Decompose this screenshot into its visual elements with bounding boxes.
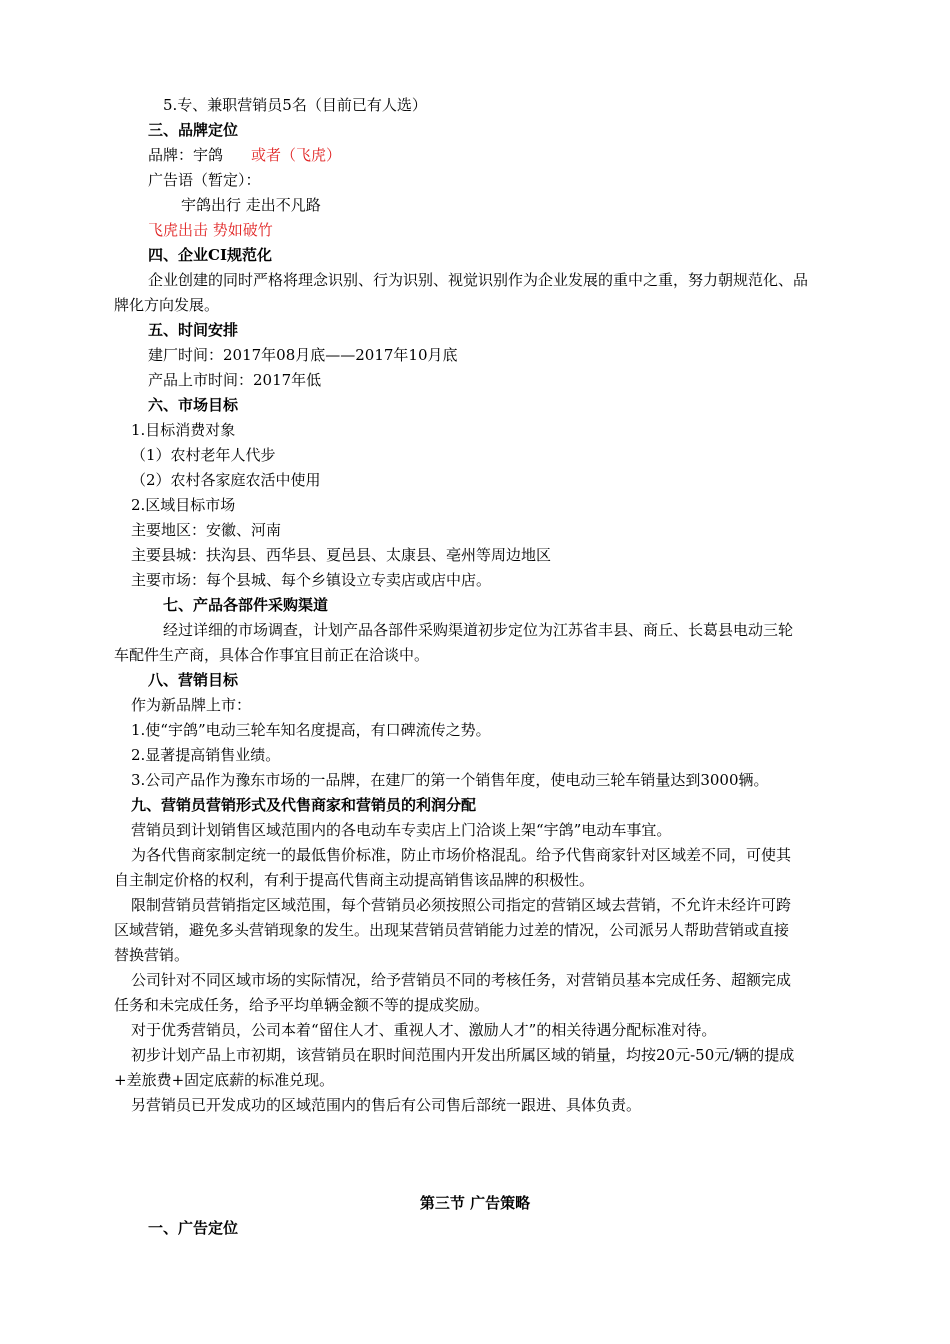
paragraph-line: 经过详细的市场调查，计划产品各部件采购渠道初步定位为江苏省丰县、商丘、长葛县电动三轮 <box>163 621 794 639</box>
list-item: 1.使“宇鸽”电动三轮车知名度提高，有口碑流传之势。 <box>131 721 491 739</box>
paragraph-line: +差旅费+固定底薪的标准兑现。 <box>114 1071 335 1089</box>
slogan-label: 广告语（暂定）： <box>148 171 261 189</box>
paragraph-line: 区域营销，避免多头营销现象的发生。出现某营销员营销能力过差的情况，公司派另人帮助营销或直接 <box>114 921 790 939</box>
paragraph-line: 牌化方向发展。 <box>114 296 220 314</box>
section-title: 第三节 广告策略 <box>419 1194 531 1212</box>
main-counties: 主要县城：扶沟县、西华县、夏邑县、太康县、亳州等周边地区 <box>131 546 552 564</box>
paragraph-line: 营销员到计划销售区域范围内的各电动车专卖店上门洽谈上架“宇鸽”电动车事宜。 <box>131 821 672 839</box>
staff-item-5: 5.专、兼职营销员5名（目前已有人选） <box>163 96 427 114</box>
product-launch-time: 产品上市时间：2017年低 <box>148 371 322 389</box>
main-markets: 主要市场：每个县城、每个乡镇设立专卖店或店中店。 <box>131 571 492 589</box>
slogan-alternative: 飞虎出击 势如破竹 <box>148 221 273 239</box>
heading-brand-positioning: 三、品牌定位 <box>148 121 239 139</box>
heading-ci-standardization: 四、企业CI规范化 <box>148 246 272 264</box>
heading-marketing-targets: 八、营销目标 <box>148 671 239 689</box>
list-item: 2.显著提高销售业绩。 <box>131 746 281 764</box>
paragraph-line: 作为新品牌上市： <box>131 696 252 714</box>
paragraph-line: 公司针对不同区域市场的实际情况，给予营销员不同的考核任务，对营销员基本完成任务、超额完成 <box>131 971 792 989</box>
brand-name-line: 品牌：宇鸽 <box>148 146 224 164</box>
list-item: 2.区域目标市场 <box>131 496 236 514</box>
list-item: （1）农村老年人代步 <box>131 446 276 464</box>
paragraph-line: 任务和未完成任务，给予平均单辆金额不等的提成奖励。 <box>114 996 490 1014</box>
main-regions: 主要地区：安徽、河南 <box>131 521 282 539</box>
heading-market-targets: 六、市场目标 <box>148 396 239 414</box>
heading-time-schedule: 五、时间安排 <box>148 321 239 339</box>
slogan-primary: 宇鸽出行 走出不凡路 <box>181 196 321 214</box>
brand-alternative: 或者（飞虎） <box>251 146 342 164</box>
paragraph-line: 车配件生产商，具体合作事宜目前正在洽谈中。 <box>114 646 430 664</box>
paragraph-line: 企业创建的同时严格将理念识别、行为识别、视觉识别作为企业发展的重中之重，努力朝规范化、品 <box>148 271 809 289</box>
paragraph-line: 为各代售商家制定统一的最低售价标准，防止市场价格混乱。给予代售商家针对区域差不同，可使其 <box>131 846 792 864</box>
list-item: （2）农村各家庭农活中使用 <box>131 471 321 489</box>
list-item: 3.公司产品作为豫东市场的一品牌，在建厂的第一个销售年度，使电动三轮车销量达到3000辆。 <box>131 771 769 789</box>
paragraph-line: 初步计划产品上市初期，该营销员在职时间范围内开发出所属区域的销量，均按20元-50元/辆的提成 <box>131 1046 795 1064</box>
heading-sales-profit-distribution: 九、营销员营销形式及代售商家和营销员的利润分配 <box>131 796 477 814</box>
paragraph-line: 限制营销员营销指定区域范围，每个营销员必须按照公司指定的营销区域去营销，不允许未经许可跨 <box>131 896 792 914</box>
paragraph-line: 另营销员已开发成功的区域范围内的售后有公司售后部统一跟进、具体负责。 <box>131 1096 642 1114</box>
paragraph-line: 自主制定价格的权利，有利于提高代售商主动提高销售该品牌的积极性。 <box>114 871 595 889</box>
heading-procurement-channels: 七、产品各部件采购渠道 <box>163 596 329 614</box>
factory-build-time: 建厂时间：2017年08月底——2017年10月底 <box>148 346 458 364</box>
paragraph-line: 对于优秀营销员，公司本着“留住人才、重视人才、激励人才”的相关待遇分配标准对待。 <box>131 1021 717 1039</box>
heading-ad-positioning: 一、广告定位 <box>148 1219 239 1237</box>
paragraph-line: 替换营销。 <box>114 946 190 964</box>
list-item: 1.目标消费对象 <box>131 421 236 439</box>
